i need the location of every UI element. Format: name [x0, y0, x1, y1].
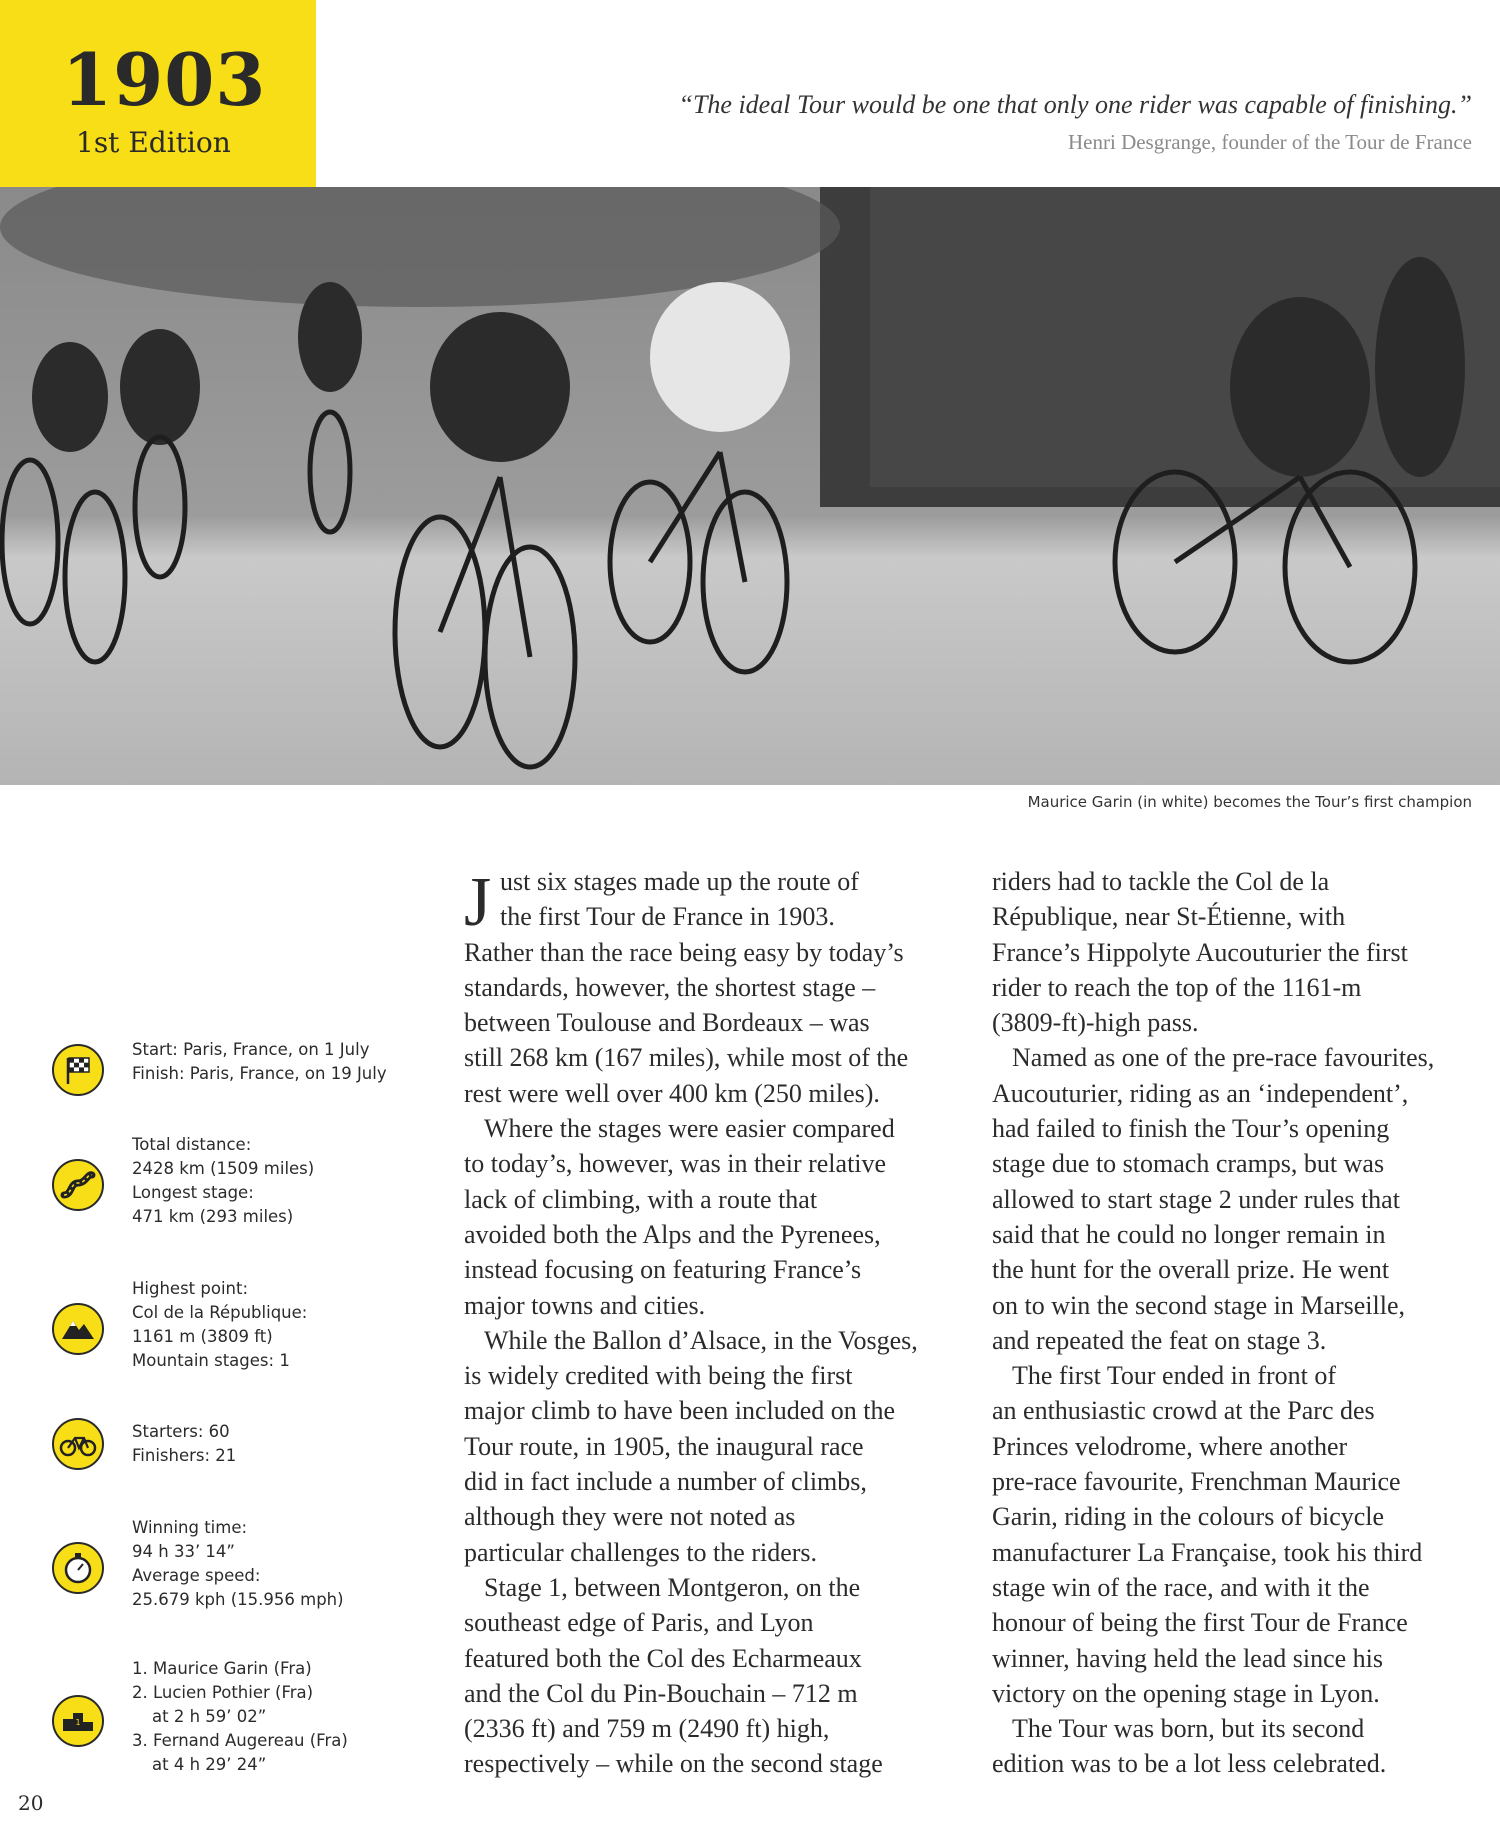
- stat-line: Finish: Paris, France, on 19 July: [132, 1064, 387, 1083]
- text-line: The Tour was born, but its second: [1012, 1714, 1365, 1744]
- text-line: Rather than the race being easy by today’s: [464, 937, 904, 967]
- page-number: 20: [18, 1791, 44, 1815]
- text-line: rest were well over 400 km (250 miles).: [464, 1078, 880, 1108]
- text-line: Aucouturier, riding as an ‘independent’,: [992, 1078, 1409, 1108]
- text-line: Garin, riding in the colours of bicycle: [992, 1502, 1385, 1532]
- stat-line: 1161 m (3809 ft): [132, 1327, 273, 1346]
- text-line: major climb to have been included on the: [464, 1396, 896, 1426]
- pull-quote: “The ideal Tour would be one that only one rider was capable of finishing.”: [678, 90, 1472, 119]
- text-line: Stage 1, between Montgeron, on the: [484, 1572, 861, 1602]
- text-line: and repeated the feat on stage 3.: [992, 1325, 1327, 1355]
- text-line: honour of being the first Tour de France: [992, 1608, 1408, 1638]
- mountain-icon: [52, 1303, 104, 1355]
- text-line: standards, however, the shortest stage –: [464, 972, 876, 1002]
- text-line: ust six stages made up the route of: [500, 867, 859, 896]
- text-line: the hunt for the overall prize. He went: [992, 1255, 1390, 1285]
- stat-line: Winning time:: [132, 1518, 248, 1537]
- stat-line: Finishers: 21: [132, 1446, 237, 1465]
- text-line: and the Col du Pin-Bouchain – 712 m: [464, 1678, 858, 1708]
- stat-line: Total distance:: [132, 1135, 252, 1154]
- stat-line: Col de la République:: [132, 1303, 308, 1322]
- stat-line: 3. Fernand Augereau (Fra): [132, 1731, 348, 1750]
- stats-sidebar: [0, 0, 460, 1827]
- text-line: major towns and cities.: [464, 1290, 706, 1320]
- bicycle-icon: [52, 1418, 104, 1470]
- text-line: between Toulouse and Bordeaux – was: [464, 1008, 870, 1038]
- text-line: did in fact include a number of climbs,: [464, 1467, 867, 1497]
- text-line: respectively – while on the second stage: [464, 1749, 883, 1779]
- text-line: to today’s, however, was in their relative: [464, 1149, 887, 1179]
- stat-line: 2. Lucien Pothier (Fra): [132, 1683, 314, 1702]
- text-line: particular challenges to the riders.: [464, 1537, 818, 1567]
- stopwatch-icon: [52, 1542, 104, 1594]
- text-line: lack of climbing, with a route that: [464, 1184, 818, 1214]
- text-line: Tour route, in 1905, the inaugural race: [464, 1431, 864, 1461]
- text-line: an enthusiastic crowd at the Parc des: [992, 1396, 1375, 1426]
- text-line: While the Ballon d’Alsace, in the Vosges,: [484, 1325, 918, 1355]
- checkered-flag-icon: [52, 1044, 104, 1096]
- road-icon: [52, 1159, 104, 1211]
- text-line: although they were not noted as: [464, 1502, 796, 1532]
- text-line: is widely credited with being the first: [464, 1361, 853, 1391]
- stat-line: 471 km (293 miles): [132, 1207, 294, 1226]
- text-line: on to win the second stage in Marseille,: [992, 1290, 1406, 1320]
- text-line: the first Tour de France in 1903.: [500, 902, 835, 932]
- stat-line: 2428 km (1509 miles): [132, 1159, 315, 1178]
- stat-line: Highest point:: [132, 1279, 249, 1298]
- stat-line: Average speed:: [132, 1566, 261, 1585]
- podium-icon: [52, 1695, 104, 1747]
- text-line: The first Tour ended in front of: [1012, 1361, 1337, 1391]
- article-column-1: [464, 864, 954, 1782]
- edition-label: 1st Edition: [76, 126, 231, 159]
- edition-year: 1903: [62, 37, 267, 122]
- stat-line: at 4 h 29’ 24”: [152, 1755, 267, 1774]
- text-line: Where the stages were easier compared: [484, 1114, 895, 1144]
- stat-line: Longest stage:: [132, 1183, 254, 1202]
- stat-line: 25.679 kph (15.956 mph): [132, 1590, 344, 1609]
- stat-line: 94 h 33’ 14”: [132, 1542, 235, 1561]
- text-line: still 268 km (167 miles), while most of the: [464, 1043, 909, 1073]
- text-line: edition was to be a lot less celebrated.: [992, 1749, 1387, 1779]
- text-line: southeast edge of Paris, and Lyon: [464, 1608, 814, 1638]
- text-line: (2336 ft) and 759 m (2490 ft) high,: [464, 1714, 830, 1744]
- text-line: victory on the opening stage in Lyon.: [992, 1678, 1380, 1708]
- article-column-2: [992, 864, 1482, 1782]
- text-line: manufacturer La Française, took his third: [992, 1537, 1423, 1567]
- text-line: Named as one of the pre-race favourites,: [1012, 1043, 1435, 1073]
- text-line: stage win of the race, and with it the: [992, 1572, 1370, 1602]
- stat-line: Start: Paris, France, on 1 July: [132, 1040, 370, 1059]
- text-line: winner, having held the lead since his: [992, 1643, 1384, 1673]
- text-line: featured both the Col des Echarmeaux: [464, 1643, 862, 1673]
- text-line: instead focusing on featuring France’s: [464, 1255, 862, 1285]
- quote-attribution: Henri Desgrange, founder of the Tour de France: [1068, 130, 1472, 154]
- text-line: had failed to finish the Tour’s opening: [992, 1114, 1390, 1144]
- text-line: avoided both the Alps and the Pyrenees,: [464, 1219, 881, 1249]
- text-line: Princes velodrome, where another: [992, 1431, 1348, 1461]
- stat-line: Starters: 60: [132, 1422, 230, 1441]
- photo-caption: Maurice Garin (in white) becomes the Tour’s first champion: [1027, 793, 1472, 811]
- stat-line: 1. Maurice Garin (Fra): [132, 1659, 312, 1678]
- drop-cap: J: [464, 864, 492, 941]
- text-line: pre-race favourite, Frenchman Maurice: [992, 1467, 1401, 1497]
- text-line: (3809-ft)-high pass.: [992, 1008, 1199, 1038]
- text-line: stage due to stomach cramps, but was: [992, 1149, 1385, 1179]
- text-line: said that he could no longer remain in: [992, 1219, 1386, 1249]
- text-line: allowed to start stage 2 under rules that: [992, 1184, 1400, 1214]
- stat-line: Mountain stages: 1: [132, 1351, 290, 1370]
- stat-line: at 2 h 59’ 02”: [152, 1707, 267, 1726]
- svg-text:1: 1: [75, 1718, 81, 1727]
- text-line: riders had to tackle the Col de la: [992, 867, 1330, 896]
- text-line: rider to reach the top of the 1161-m: [992, 972, 1362, 1002]
- text-line: France’s Hippolyte Aucouturier the first: [992, 937, 1408, 967]
- text-line: République, near St-Étienne, with: [992, 902, 1346, 932]
